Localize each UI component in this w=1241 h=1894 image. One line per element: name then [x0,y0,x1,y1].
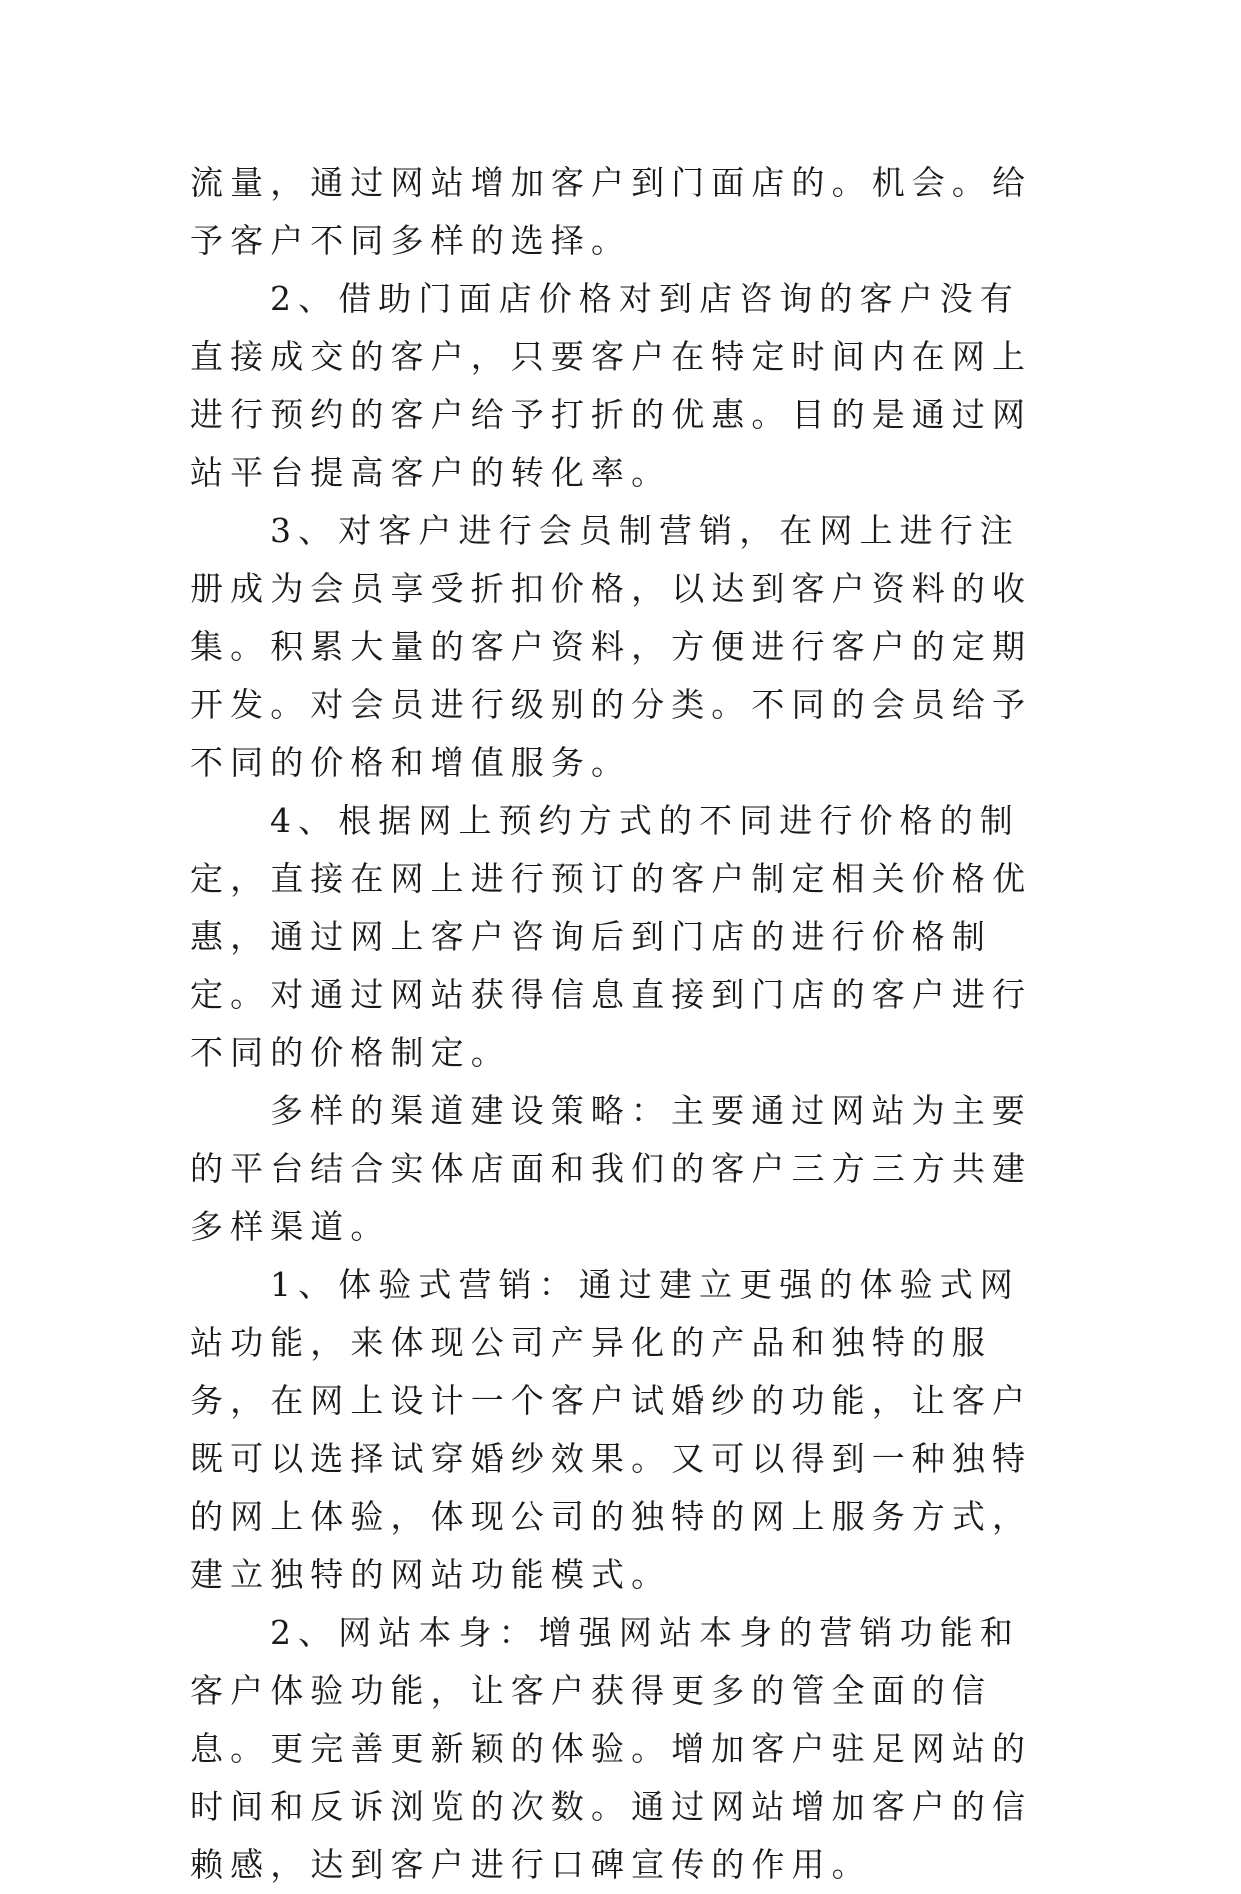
paragraph-channel-strategy: 多样的渠道建设策略：主要通过网站为主要的平台结合实体店面和我们的客户三方三方共建多样渠道。 [190,1091,1033,1246]
paragraph-item-2-store-price: 2、借助门面店价格对到店咨询的客户没有直接成交的客户，只要客户在特定时间内在网上进行预约的客户给予打折的优惠。目的是通过网站平台提高客户的转化率。 [190,279,1033,492]
document-body [190,154,1050,1894]
paragraph-item-4-booking-price: 4、根据网上预约方式的不同进行价格的制定，直接在网上进行预订的客户制定相关价格优惠，通过网上客户咨询后到门店的进行价格制定。对通过网站获得信息直接到门店的客户进行不同的价格制定。 [190,801,1033,1072]
paragraph-item-2-website: 2、网站本身：增强网站本身的营销功能和客户体验功能，让客户获得更多的管全面的信息。更完善更新颖的体验。增加客户驻足网站的时间和反诉浏览的次数。通过网站增加客户的信赖感，达到客户进行口碑宣传的作用。 [190,1613,1033,1884]
paragraph-continuation: 流量，通过网站增加客户到门面店的。机会。给予客户不同多样的选择。 [190,163,1033,260]
paragraph-item-3-membership: 3、对客户进行会员制营销，在网上进行注册成为会员享受折扣价格，以达到客户资料的收集。积累大量的客户资料，方便进行客户的定期开发。对会员进行级别的分类。不同的会员给予不同的价格和增值服务。 [190,511,1033,782]
paragraph-item-1-experience: 1、体验式营销：通过建立更强的体验式网站功能，来体现公司产异化的产品和独特的服务，在网上设计一个客户试婚纱的功能，让客户既可以选择试穿婚纱效果。又可以得到一种独特的网上体验，体现公司的独特的网上服务方式，建立独特的网站功能模式。 [190,1265,1033,1594]
